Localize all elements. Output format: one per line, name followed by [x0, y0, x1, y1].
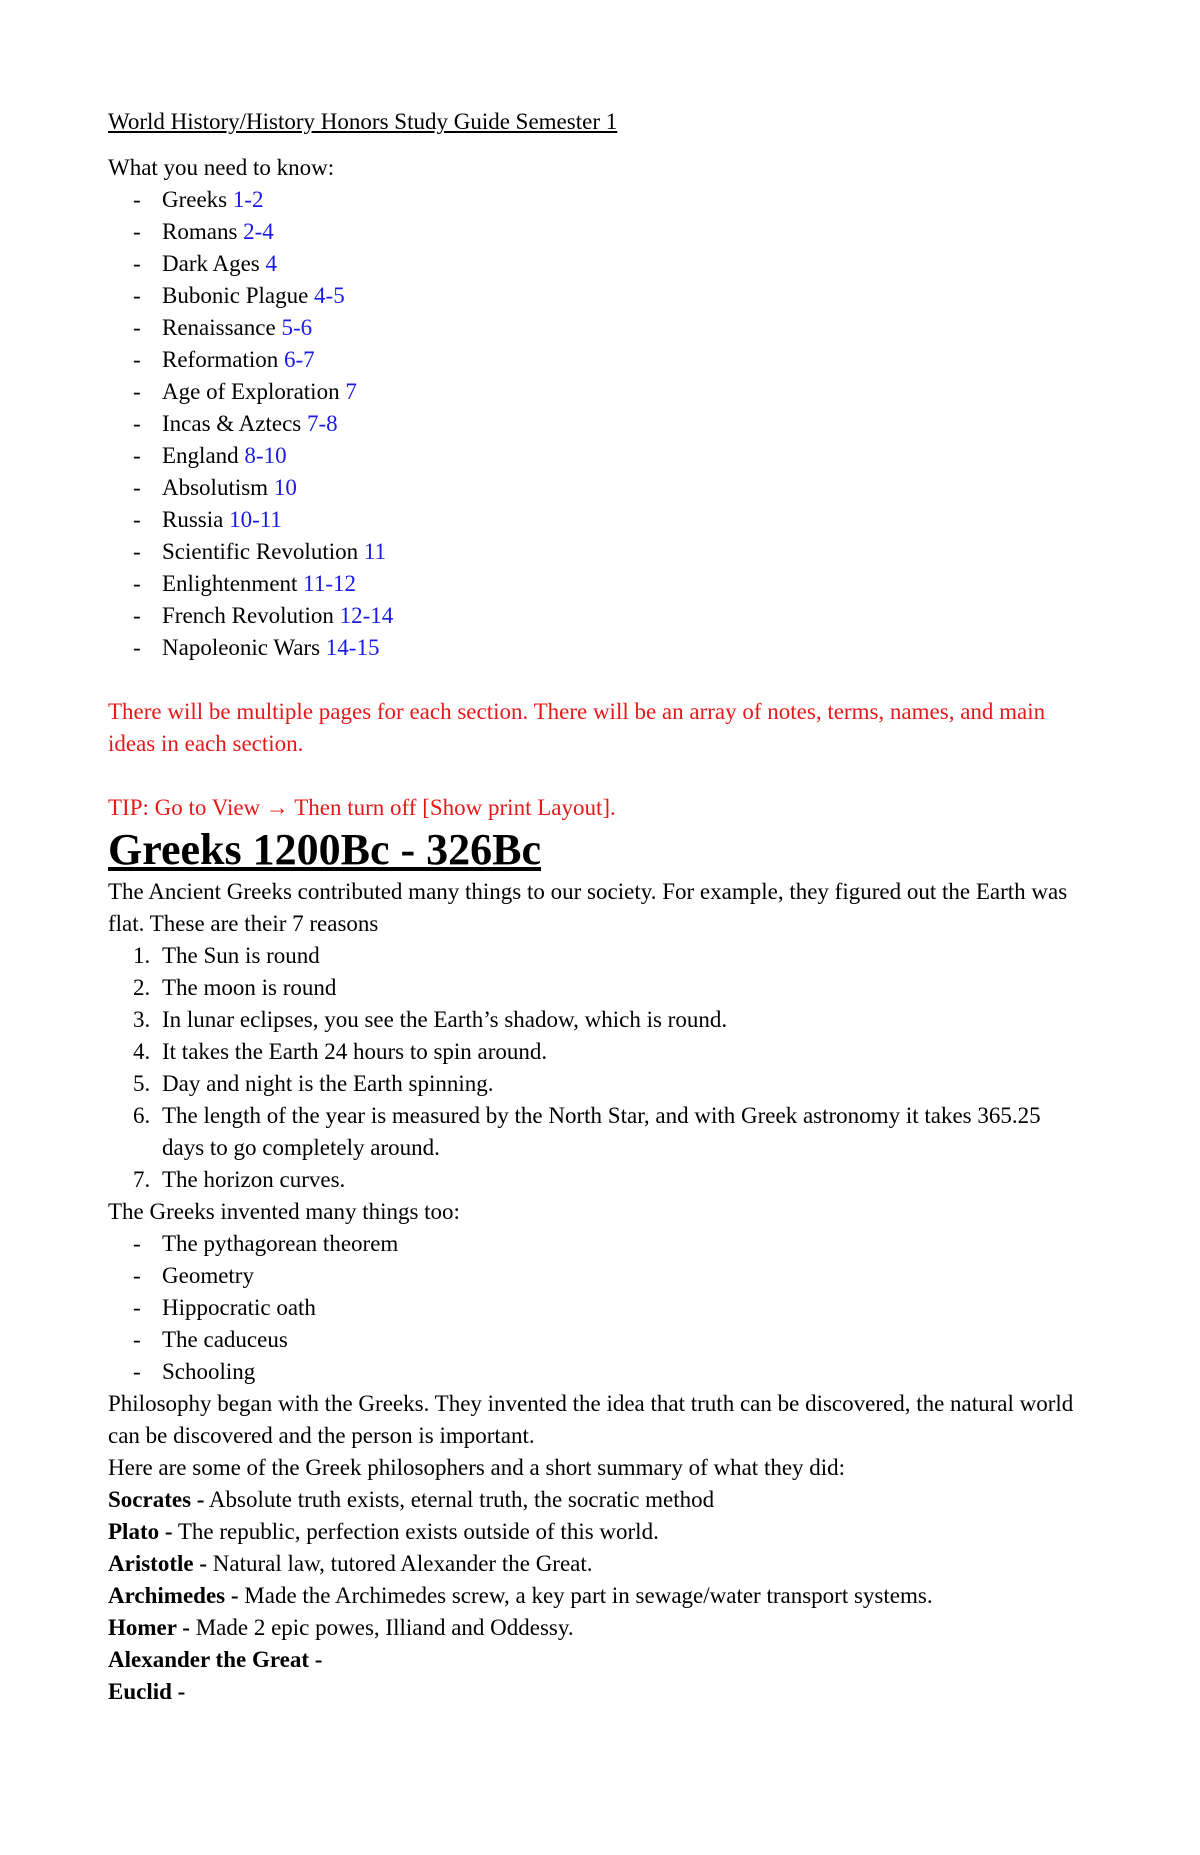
philosopher-name: Socrates -	[108, 1487, 205, 1512]
page-ref: 5-6	[281, 315, 313, 340]
philosophy-text: Philosophy began with the Greeks. They invented the idea that truth can be discovered, the natural world can be discovered and the person is important.	[108, 1391, 1074, 1448]
topic-item: - Dark Ages 4	[133, 251, 277, 276]
document-title: World History/History Honors Study Guide Semester 1	[108, 109, 618, 134]
page-ref: 12-14	[339, 603, 394, 628]
intro-text: What you need to know:	[108, 155, 335, 180]
inventions-intro: The Greeks invented many things too:	[108, 1199, 460, 1224]
page-ref: 2-4	[243, 219, 274, 244]
topic-item: - Age of Exploration 7	[133, 379, 357, 404]
philosopher-name: Homer -	[108, 1615, 190, 1640]
invention-item: - The caduceus	[133, 1327, 288, 1352]
philosopher-name: Aristotle -	[108, 1551, 207, 1576]
topic-item: - Scientific Revolution 11	[133, 539, 387, 564]
philosopher-entry	[108, 1612, 1080, 1644]
topic-item: - Napoleonic Wars 14-15	[133, 635, 380, 660]
reason-item: 3. In lunar eclipses, you see the Earth’s shadow, which is round.	[133, 1007, 728, 1032]
page-ref: 8-10	[244, 443, 287, 468]
philosopher-name: Archimedes -	[108, 1583, 239, 1608]
notice-text: There will be multiple pages for each section. There will be an array of notes, terms, names, and main ideas in each section.	[108, 699, 1046, 756]
topic-item: - French Revolution 12-14	[133, 603, 394, 628]
reason-item: 6. The length of the year is measured by the North Star, and with Greek astronomy it takes 365.25 days to go completely around.	[133, 1103, 1041, 1160]
reason-item: 5. Day and night is the Earth spinning.	[133, 1071, 494, 1096]
page-ref: 7-8	[306, 411, 338, 436]
philosopher-name: Alexander the Great -	[108, 1647, 323, 1672]
invention-item: - The pythagorean theorem	[133, 1231, 399, 1256]
topic-item: - Romans 2-4	[133, 219, 274, 244]
topic-item: - Renaissance 5-6	[133, 315, 313, 340]
section-heading-greeks: Greeks 1200Bc - 326Bc	[108, 825, 542, 874]
philosopher-entry	[108, 1580, 1080, 1612]
greeks-intro: The Ancient Greeks contributed many things to our society. For example, they figured out the Earth was flat. These are their 7 reasons	[108, 879, 1068, 936]
philosopher-name: Euclid -	[108, 1679, 186, 1704]
philosopher-desc: Absolute truth exists, eternal truth, the socratic method	[208, 1487, 715, 1512]
reason-item: 4. It takes the Earth 24 hours to spin around.	[133, 1039, 548, 1064]
invention-item: - Schooling	[133, 1359, 256, 1384]
philosophers-list	[108, 1484, 1080, 1708]
page-ref: 11-12	[303, 571, 356, 596]
invention-item: - Geometry	[133, 1263, 254, 1288]
philosopher-entry	[108, 1644, 1080, 1676]
philosophers-intro: Here are some of the Greek philosophers and a short summary of what they did:	[108, 1455, 846, 1480]
philosopher-desc: Made 2 epic powes, Illiand and Oddessy.	[195, 1615, 574, 1640]
reason-item: 2. The moon is round	[133, 975, 337, 1000]
page-ref: 4	[265, 251, 277, 276]
page-ref: 10-11	[229, 507, 282, 532]
philosopher-entry	[108, 1484, 1080, 1516]
topic-item: - Incas & Aztecs 7-8	[133, 411, 338, 436]
reason-item: 7. The horizon curves.	[133, 1167, 346, 1192]
inventions-list	[108, 1228, 1080, 1388]
philosopher-entry	[108, 1516, 1080, 1548]
philosopher-desc: The republic, perfection exists outside of this world.	[177, 1519, 659, 1544]
topic-item: - Enlightenment 11-12	[133, 571, 356, 596]
philosopher-name: Plato -	[108, 1519, 173, 1544]
reasons-list	[108, 940, 1080, 1196]
page-ref: 6-7	[284, 347, 315, 372]
tip-text: TIP: Go to View → Then turn off [Show print Layout].	[108, 795, 616, 820]
philosopher-entry	[108, 1676, 1080, 1708]
page-ref: 4-5	[314, 283, 345, 308]
page-ref: 14-15	[325, 635, 380, 660]
topic-item: - Reformation 6-7	[133, 347, 315, 372]
page-ref: 1-2	[232, 187, 264, 212]
invention-item: - Hippocratic oath	[133, 1295, 316, 1320]
topic-list	[108, 184, 1080, 664]
page-ref: 7	[345, 379, 357, 404]
topic-item: - Greeks 1-2	[133, 187, 264, 212]
reason-item: 1. The Sun is round	[133, 943, 320, 968]
philosopher-desc: Made the Archimedes screw, a key part in sewage/water transport systems.	[244, 1583, 933, 1608]
topic-item: - Absolutism 10	[133, 475, 297, 500]
topic-item: - Russia 10-11	[133, 507, 282, 532]
philosopher-desc: Natural law, tutored Alexander the Great.	[212, 1551, 593, 1576]
topic-item: - England 8-10	[133, 443, 287, 468]
topic-item: - Bubonic Plague 4-5	[133, 283, 345, 308]
page-ref: 10	[273, 475, 297, 500]
page-ref: 11	[363, 539, 387, 564]
philosopher-entry	[108, 1548, 1080, 1580]
